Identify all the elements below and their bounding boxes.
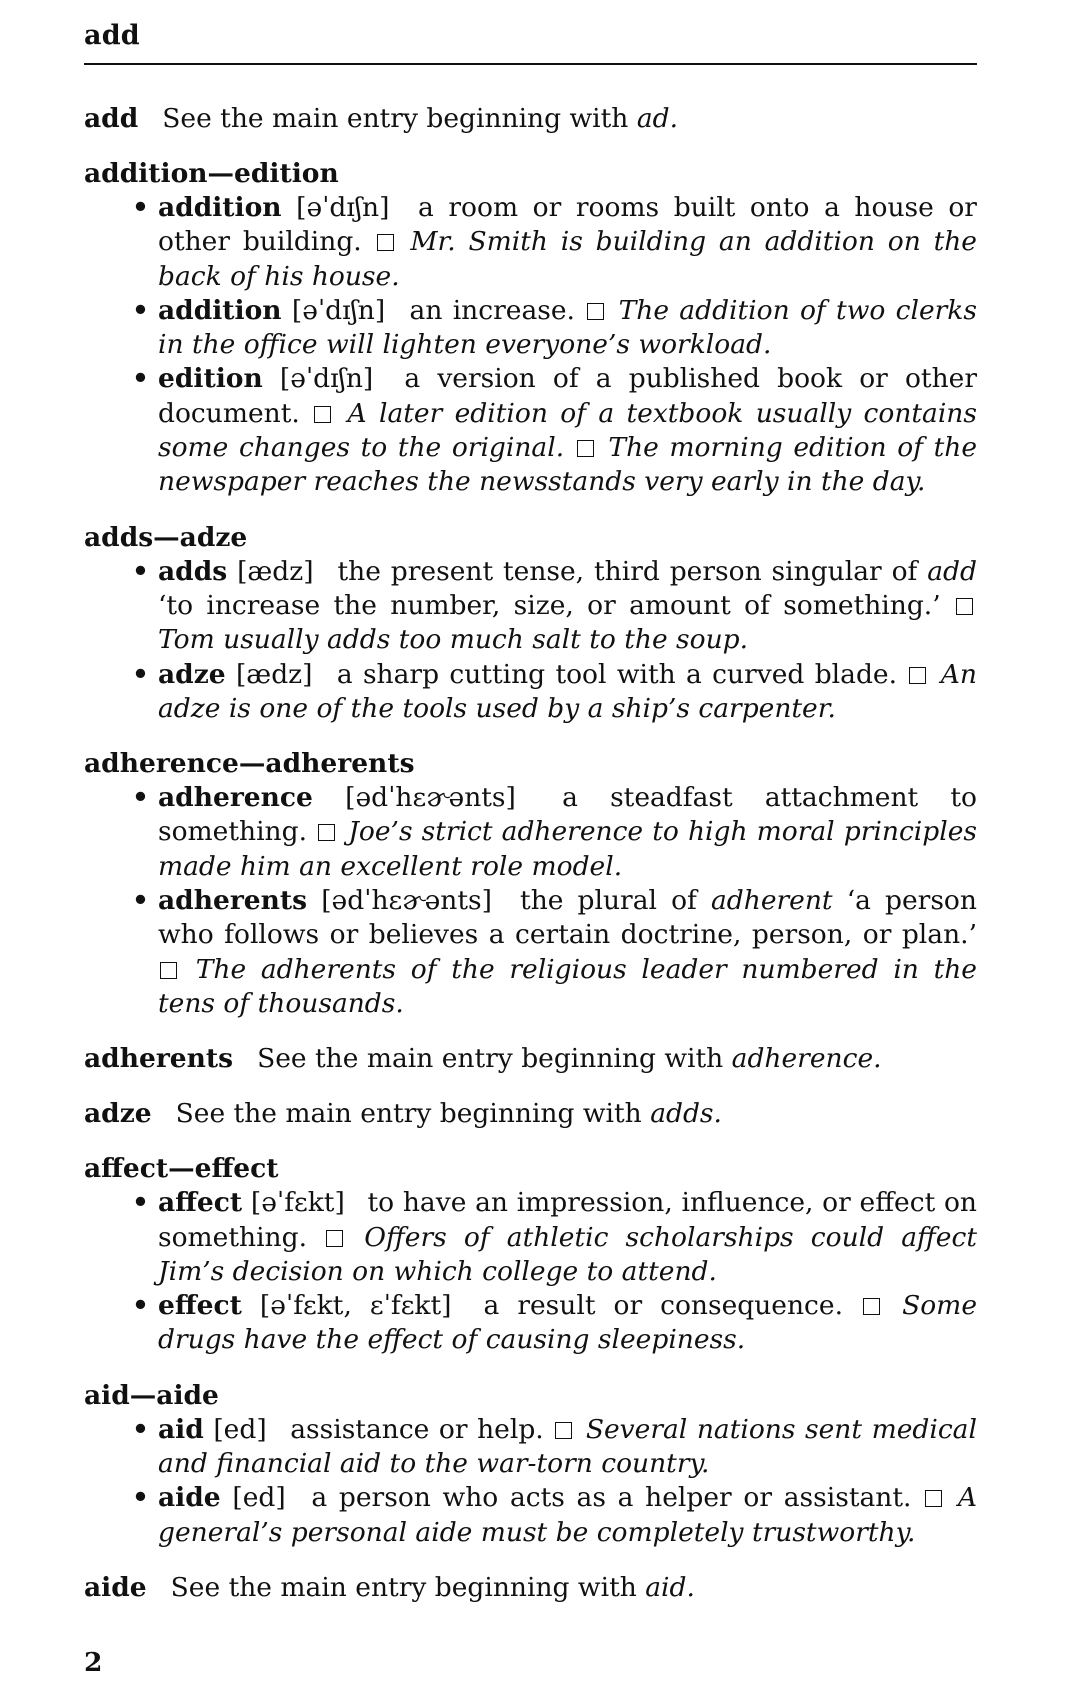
sense-headword: edition — [158, 363, 263, 395]
example-sentence: Offers of athletic scholarships could affect Jim’s decision on which college to attend. — [158, 1221, 977, 1287]
pronunciation: [ədˈhɛɚənts] — [321, 885, 492, 917]
cross-reference-entry — [84, 1097, 977, 1131]
entry-headword: add — [84, 103, 139, 134]
sense-item — [84, 362, 977, 499]
sense-item — [84, 1186, 977, 1289]
entry-group — [84, 1379, 977, 1550]
cross-reference-entry — [84, 1042, 977, 1076]
example-sentence: Some drugs have the effect of causing sleepiness. — [158, 1290, 977, 1356]
pronunciation: [ədˈhɛɚənts] — [345, 782, 516, 814]
reference-word: add — [927, 555, 977, 587]
see-target: adds. — [650, 1098, 722, 1130]
sense-item — [84, 781, 977, 884]
definition-gloss: ‘to increase the number, size, or amount of something.’ — [158, 589, 941, 621]
definition: assistance or help. — [290, 1413, 544, 1445]
sense-item — [84, 1289, 977, 1358]
entry-headword: adherents — [84, 1043, 234, 1075]
definition: a sharp cutting tool with a curved blade. — [336, 658, 898, 690]
entry-group — [84, 747, 977, 1021]
example-box-icon — [314, 406, 331, 423]
pronunciation: [ed] — [213, 1413, 267, 1445]
example-sentence: An adze is one of the tools used by a ship’s carpenter. — [158, 658, 977, 724]
pronunciation: [ædz] — [235, 658, 313, 690]
example-box-icon — [587, 303, 604, 320]
sense-headword: adze — [158, 658, 226, 690]
definition: a result or consequence. — [483, 1290, 844, 1322]
example-box-icon — [863, 1298, 880, 1315]
entry-group — [84, 157, 977, 500]
page-number: 2 — [84, 1647, 103, 1678]
see-text: See the main entry beginning with — [175, 1098, 642, 1130]
running-head: add — [84, 20, 140, 51]
definition: a room or rooms built onto a house or other building. — [158, 192, 977, 258]
example-box-icon — [956, 598, 973, 615]
bullet-icon: • — [132, 885, 149, 917]
example-sentence: Mr. Smith is building an addition on the back of his house. — [158, 226, 977, 292]
group-title: adherence—adherents — [84, 748, 415, 780]
pronunciation: [ædz] — [237, 555, 314, 587]
sense-headword: aid — [158, 1413, 204, 1445]
entry-group — [84, 1152, 977, 1357]
bullet-icon: • — [132, 192, 149, 223]
bullet-icon: • — [132, 1187, 149, 1219]
dictionary-page — [84, 0, 980, 1700]
sense-item — [84, 294, 977, 363]
example-sentence: The adherents of the religious leader numbered in the tens of thousands. — [158, 953, 977, 1019]
see-text: See the main entry beginning with — [162, 103, 629, 134]
example-sentence: Tom usually adds too much salt to the soup. — [158, 624, 749, 656]
sense-headword: affect — [158, 1187, 243, 1219]
sense-item — [84, 884, 977, 1021]
reference-word: adherent — [710, 885, 833, 917]
pronunciation: [əˈdɪʃn] — [291, 294, 386, 326]
definition: an increase. — [409, 294, 575, 326]
bullet-icon: • — [132, 555, 149, 587]
sense-item — [84, 1413, 977, 1482]
header-rule — [84, 63, 977, 65]
example-sentence: The addition of two clerks in the office will lighten everyone’s workload. — [158, 294, 977, 361]
bullet-icon: • — [132, 1482, 149, 1514]
group-title: adds—adze — [84, 521, 248, 553]
sense-headword: addition — [158, 294, 282, 326]
example-box-icon — [326, 1230, 343, 1247]
example-sentence: Joe’s strict adherence to high moral principles made him an excellent role model. — [158, 816, 977, 882]
example-sentence: A general’s personal aide must be completely trustworthy. — [158, 1482, 977, 1548]
definition: the present tense, third person singular of — [337, 555, 918, 587]
sense-item — [84, 658, 977, 727]
see-text: See the main entry beginning with — [170, 1571, 637, 1603]
pronunciation: [əˈdɪʃn] — [279, 363, 374, 395]
entry-headword: adze — [84, 1098, 152, 1130]
group-title: addition—edition — [84, 158, 339, 189]
example-sentence: Several nations sent medical and financial aid to the war-torn country. — [158, 1413, 977, 1480]
see-target: aid. — [645, 1571, 695, 1603]
example-box-icon — [909, 667, 926, 684]
example-box-icon — [318, 824, 335, 841]
example-sentence: The morning edition of the newspaper reaches the newsstands very early in the day. — [158, 432, 978, 498]
cross-reference-entry — [84, 1571, 977, 1605]
pronunciation: [əˈdɪʃn] — [296, 192, 390, 223]
sense-headword: aide — [158, 1482, 221, 1514]
entry-list — [84, 102, 977, 1626]
bullet-icon: • — [132, 782, 149, 814]
pronunciation: [əˈfɛkt] — [250, 1187, 345, 1219]
sense-item — [84, 555, 977, 658]
bullet-icon: • — [132, 363, 149, 395]
group-title: aid—aide — [84, 1379, 219, 1411]
example-sentence: A later edition of a textbook usually contains some changes to the original. — [158, 397, 977, 464]
bullet-icon: • — [132, 1413, 149, 1445]
sense-headword: adherents — [158, 885, 308, 917]
sense-headword: addition — [158, 192, 282, 223]
entry-headword: aide — [84, 1571, 147, 1603]
pronunciation: [əˈfɛkt, ɛˈfɛkt] — [259, 1290, 452, 1322]
see-target: adherence. — [731, 1043, 882, 1075]
sense-headword: adherence — [158, 782, 313, 814]
sense-item — [84, 191, 977, 294]
definition: the plural of — [520, 885, 697, 917]
example-box-icon — [925, 1490, 942, 1507]
entry-group — [84, 521, 977, 726]
example-box-icon — [555, 1422, 572, 1439]
see-target: ad. — [636, 103, 679, 134]
sense-headword: adds — [158, 555, 228, 587]
example-box-icon — [577, 440, 594, 457]
bullet-icon: • — [132, 294, 149, 326]
bullet-icon: • — [132, 658, 149, 690]
pronunciation: [ed] — [232, 1482, 286, 1514]
definition: to have an impression, influence, or effect on something. — [158, 1187, 977, 1253]
definition: a steadfast attachment to something. — [158, 782, 977, 848]
example-box-icon — [160, 962, 177, 979]
cross-reference-entry — [84, 102, 977, 136]
definition: a person who acts as a helper or assistant. — [311, 1482, 912, 1514]
group-title: affect—effect — [84, 1153, 279, 1185]
see-text: See the main entry beginning with — [257, 1043, 724, 1075]
sense-headword: effect — [158, 1290, 242, 1322]
example-box-icon — [377, 234, 394, 251]
definition-gloss: ‘a person who follows or believes a certain doctrine, person, or plan.’ — [158, 885, 977, 951]
definition: a version of a published book or other document. — [158, 363, 977, 429]
sense-item — [84, 1481, 977, 1550]
bullet-icon: • — [132, 1290, 149, 1322]
